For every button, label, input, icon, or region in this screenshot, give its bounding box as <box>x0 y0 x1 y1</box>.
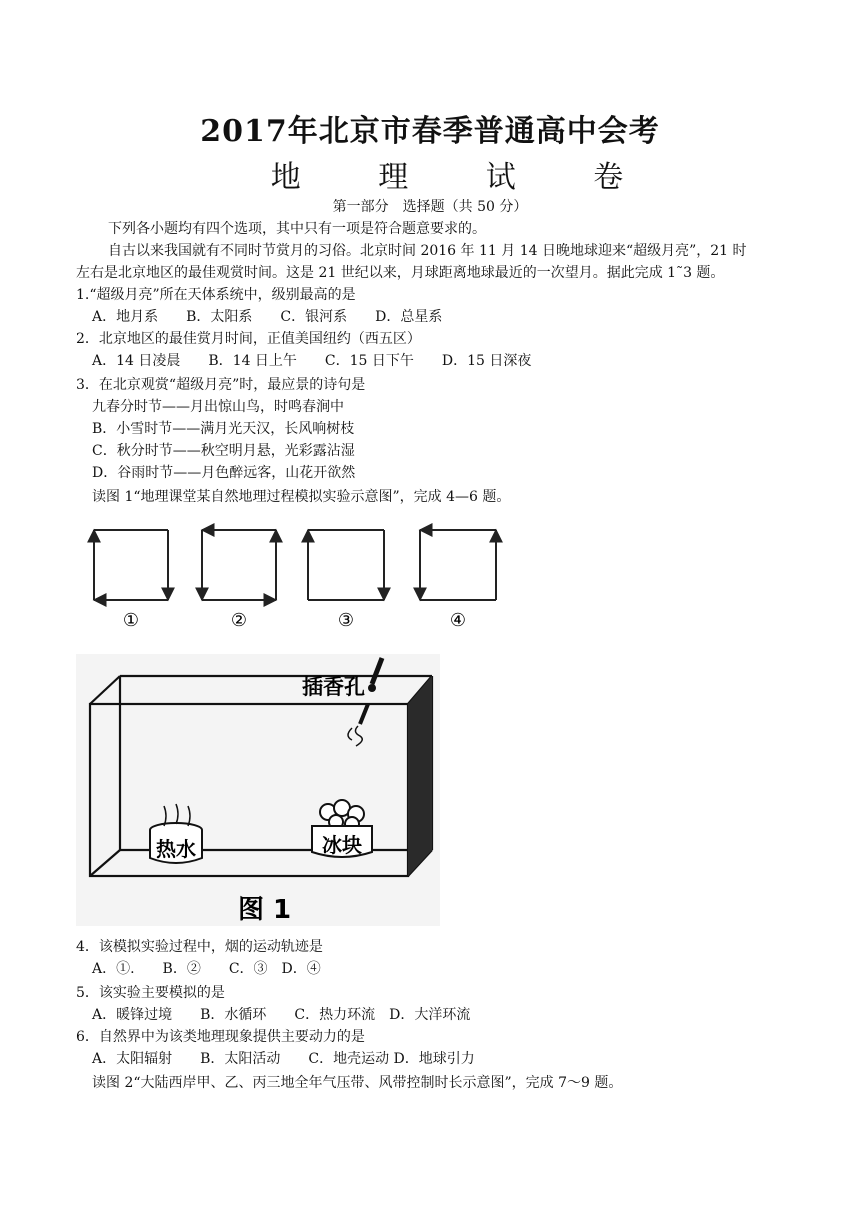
question-5: 5．该实验主要模拟的是 <box>76 985 225 1001</box>
question-2-options: A．14 日凌晨 B．14 日上午 C．15 日下午 D．15 日深夜 <box>92 353 532 369</box>
incense-hole-label: 插香孔 <box>302 675 365 699</box>
question-3-option-c: C．秋分时节——秋空明月悬，光彩露沾湿 <box>92 443 355 459</box>
exam-subject: 地 理 试 卷 <box>270 160 658 195</box>
instruction: 下列各小题均有四个选项，其中只有一项是符合题意要求的。 <box>108 221 486 237</box>
figure-1-intro: 读图 1“地理课堂某自然地理过程模拟实验示意图”，完成 4—6 题。 <box>92 489 511 505</box>
question-5-options: A．暖锋过境 B．水循环 C．热力环流 D．大洋环流 <box>92 1007 471 1023</box>
question-4: 4．该模拟实验过程中，烟的运动轨迹是 <box>76 939 323 955</box>
question-3: 3．在北京观赏“超级月亮”时，最应景的诗句是 <box>76 377 366 393</box>
hot-water-label: 热水 <box>156 837 196 861</box>
circle-label-1: ① <box>122 610 140 631</box>
question-6-options: A．太阳辐射 B．太阳活动 C．地壳运动 D．地球引力 <box>92 1051 475 1067</box>
figure-1-tank <box>76 654 440 926</box>
question-1-options: A．地月系 B．太阳系 C．银河系 D．总星系 <box>92 309 443 325</box>
circle-label-4: ④ <box>449 610 467 631</box>
exam-title: 2017年北京市春季普通高中会考 <box>200 114 660 149</box>
ice-label: 冰块 <box>322 833 362 857</box>
question-2: 2．北京地区的最佳赏月时间，正值美国纽约（西五区） <box>76 331 421 347</box>
question-3-option-a: 九春分时节——月出惊山鸟，时鸣春涧中 <box>92 399 344 415</box>
figure-2-intro: 读图 2“大陆西岸甲、乙、丙三地全年气压带、风带控制时长示意图”，完成 7～9 题。 <box>92 1075 623 1091</box>
figure-1-arrow-squares <box>76 518 516 636</box>
arrow-square-1 <box>94 530 168 600</box>
arrow-square-3 <box>308 530 384 600</box>
circle-label-3: ③ <box>337 610 355 631</box>
section-heading: 第一部分 选择题（共 50 分） <box>332 199 528 215</box>
ice-bowl <box>312 800 372 857</box>
question-3-option-d: D．谷雨时节——月色醉远客，山花开欲然 <box>92 465 356 481</box>
passage-line-2: 左右是北京地区的最佳观赏时间。这是 21 世纪以来，月球距离地球最近的一次望月。据此完成 1˜3 题。 <box>76 265 725 281</box>
arrow-square-4 <box>420 530 496 600</box>
passage-line-1: 自古以来我国就有不同时节赏月的习俗。北京时间 2016 年 11 月 14 日晚地球迎来“超级月亮”，21 时 <box>108 243 747 259</box>
question-1: 1.“超级月亮”所在天体系统中，级别最高的是 <box>76 287 356 303</box>
question-4-options: A．①. B．② C．③ D．④ <box>92 961 321 977</box>
question-6: 6．自然界中为该类地理现象提供主要动力的是 <box>76 1029 365 1045</box>
figure-1-caption: 图 1 <box>238 895 292 925</box>
circle-label-2: ② <box>230 610 248 631</box>
arrow-square-2 <box>202 530 276 600</box>
question-3-option-b: B．小雪时节——满月光天汉，长风响树枝 <box>92 421 355 437</box>
